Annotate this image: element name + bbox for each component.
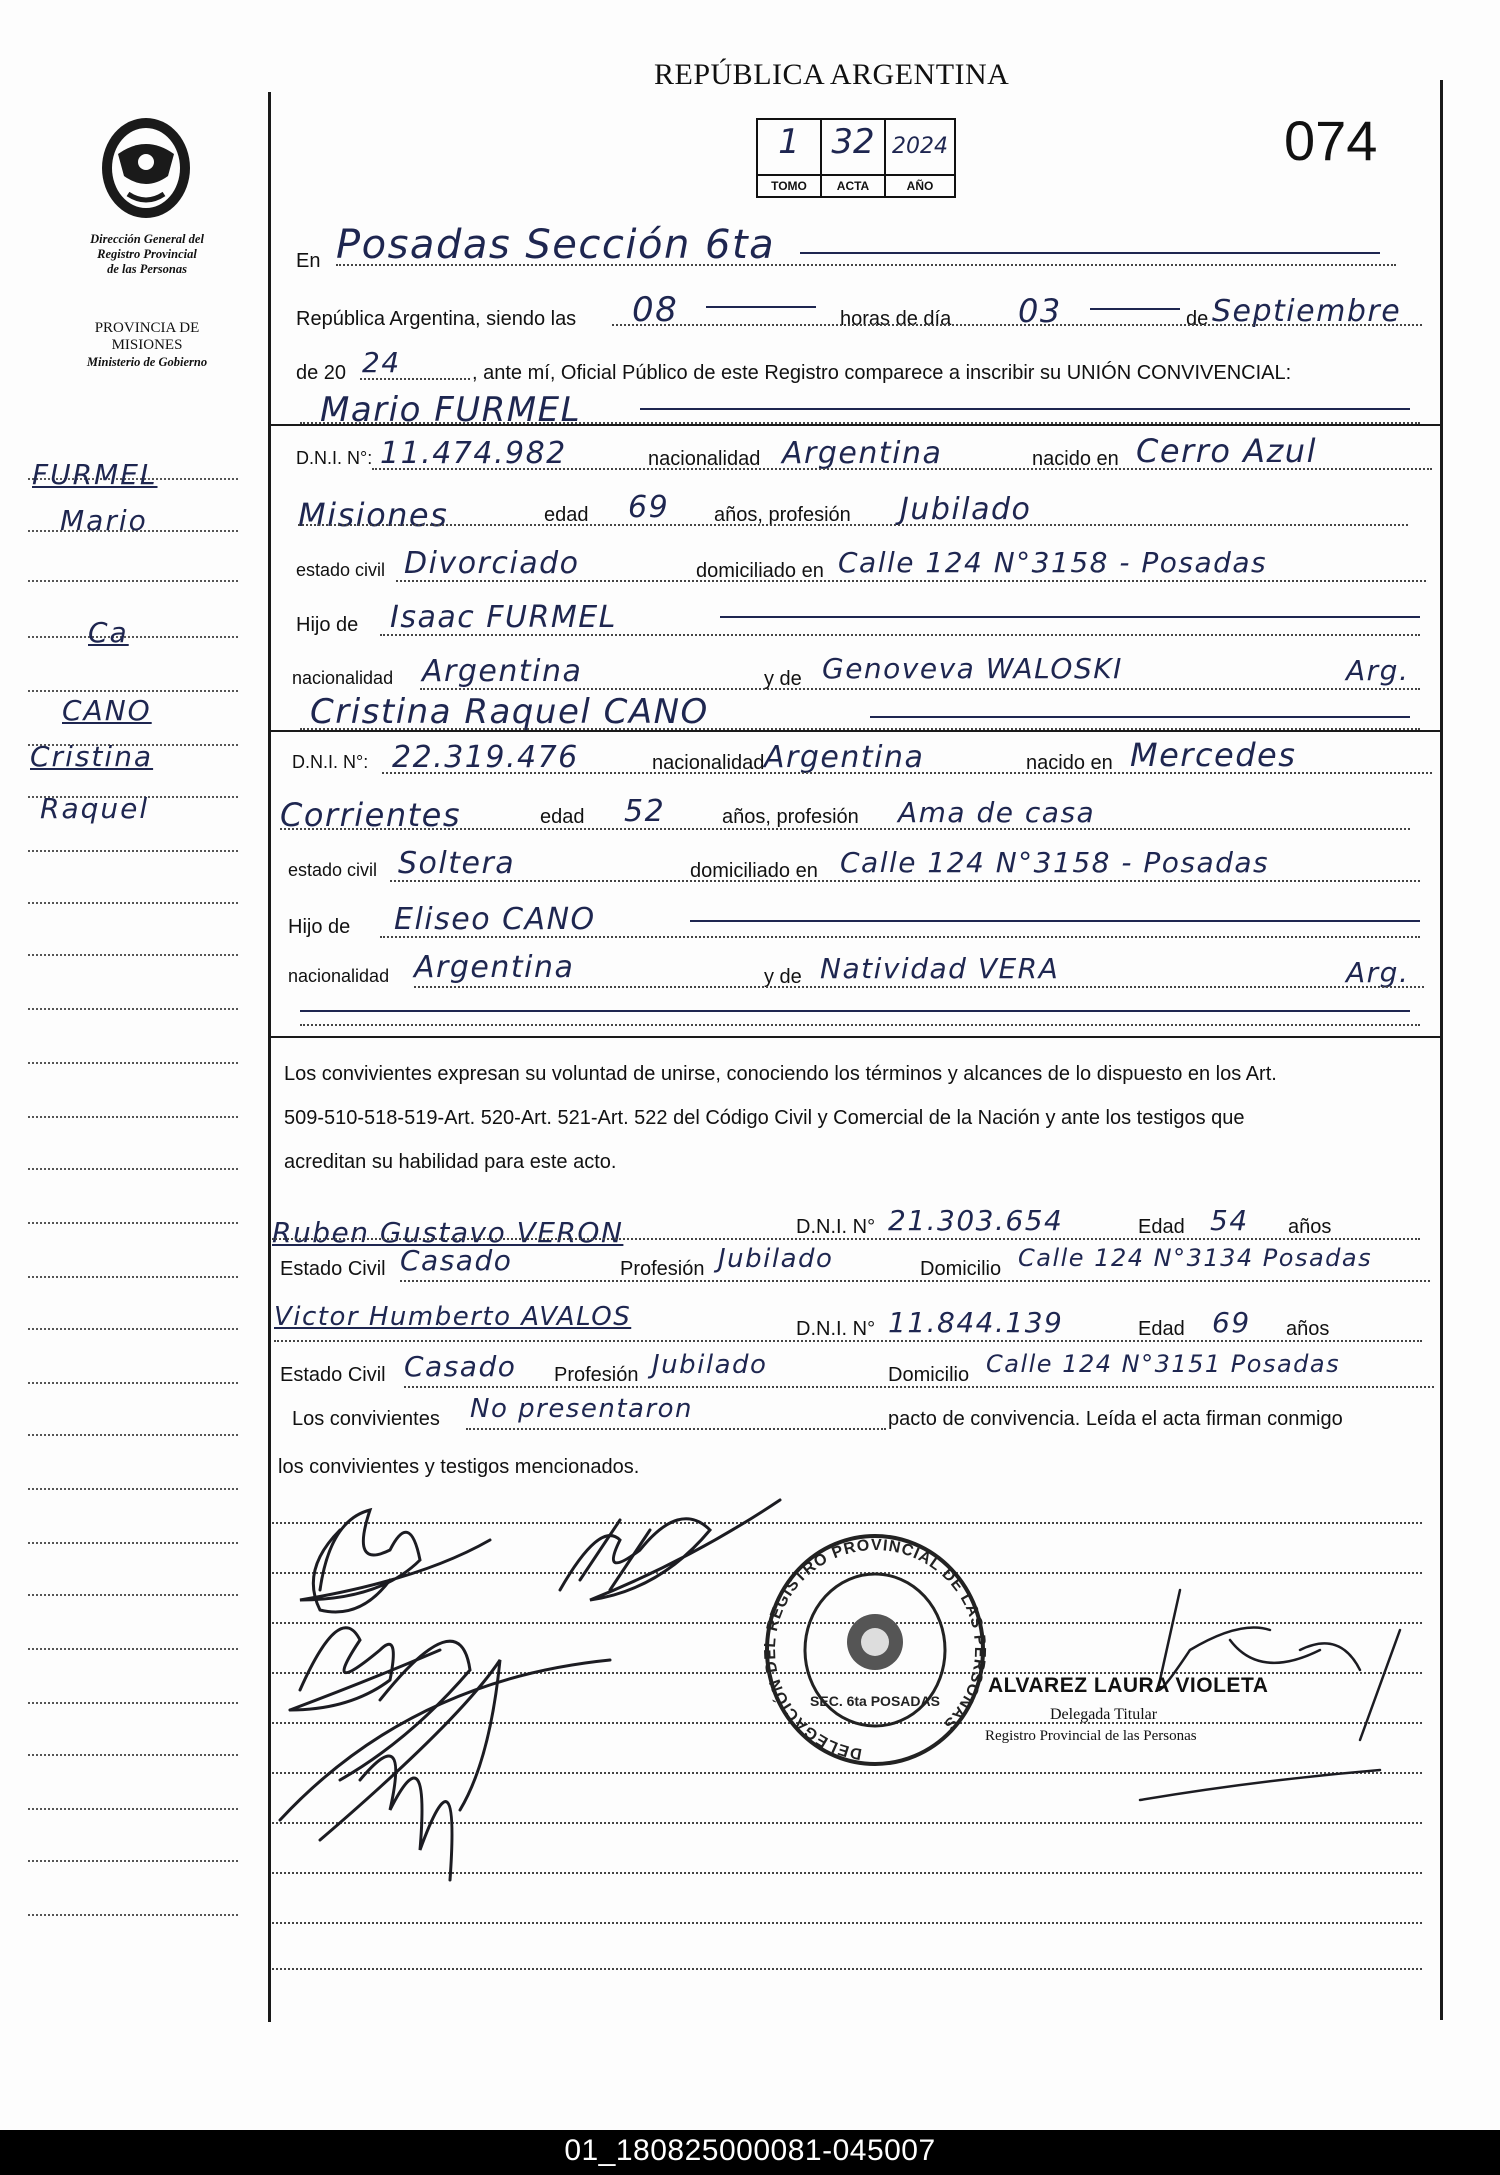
w2-civil-value: Casado — [404, 1350, 517, 1383]
fill-stroke — [870, 716, 1410, 718]
margin-note-surname1: FURMEL — [32, 458, 158, 491]
fill-stroke — [640, 408, 1410, 410]
margin-dotted-row — [28, 900, 238, 904]
p2-prof-value: Ama de casa — [898, 796, 1096, 829]
p1-nac-value: Argentina — [782, 436, 943, 471]
margin-dotted-row — [28, 1486, 238, 1490]
acta-cell — [822, 120, 886, 196]
direccion-line-3: de las Personas — [107, 262, 187, 276]
p2-dom-label: domiciliado en — [690, 860, 818, 882]
p1-civil-label: estado civil — [296, 560, 386, 580]
direccion-line-1: Dirección General del — [90, 232, 204, 246]
margin-dotted-row — [28, 1326, 238, 1330]
p1-yde-label: y de — [764, 668, 802, 690]
margin-dotted-row — [28, 1006, 238, 1010]
p1-hijo-label: Hijo de — [296, 614, 359, 636]
ante-text: , ante mí, Oficial Público de este Registro comparece a inscribir su UNIÓN CONVIVENCIAL: — [472, 362, 1292, 384]
p2-edad-label: edad — [540, 806, 585, 828]
p2-civil-value: Soltera — [398, 846, 516, 881]
fill-stroke — [690, 920, 1420, 922]
officer-org: Registro Provincial de las Personas — [985, 1728, 1197, 1744]
p2-civil-label: estado civil — [288, 860, 378, 880]
right-border — [1440, 80, 1443, 2020]
hora-value: 08 — [632, 290, 679, 330]
anio-label: AÑO — [886, 174, 954, 196]
margin-dotted-row — [28, 688, 238, 692]
p2-padre-nac-value: Argentina — [414, 950, 575, 985]
officer-name: ALVAREZ LAURA VIOLETA — [988, 1674, 1269, 1697]
margin-dotted-row — [28, 952, 238, 956]
acta-value: 32 — [831, 122, 875, 162]
p2-padre-value: Eliseo CANO — [394, 902, 596, 937]
mes-value: Septiembre — [1212, 294, 1402, 329]
tomo-acta-anio-box — [756, 118, 956, 198]
person2-name-dotted-line — [300, 726, 1420, 730]
p1-edad-dotted-line — [298, 522, 1408, 526]
p1-dni-value: 11.474.982 — [380, 436, 567, 471]
acta-label: ACTA — [822, 174, 884, 196]
provincia-line-2: MISIONES — [111, 337, 183, 353]
p2-nacido-value: Mercedes — [1130, 736, 1297, 774]
w1-edad-value: 54 — [1210, 1204, 1249, 1237]
signature-dotted-row — [272, 1966, 1422, 1970]
margin-dotted-row — [28, 1114, 238, 1118]
stamp-inner-text: SEC. 6ta POSADAS — [810, 1693, 940, 1709]
p2-end-dotted-line — [300, 1022, 1420, 1026]
margin-dotted-row — [28, 1274, 238, 1278]
conv-value: No presentaron — [470, 1394, 694, 1424]
w2-dom-label: Domicilio — [888, 1364, 970, 1386]
republica-dotted-line — [612, 322, 1422, 326]
w1-name: Ruben Gustavo VERON — [272, 1216, 624, 1249]
p1-prof-label: años, profesión — [714, 504, 851, 526]
p1-nacido-value: Cerro Azul — [1136, 432, 1317, 470]
margin-dotted-row — [28, 1166, 238, 1170]
declaration-line-3: acreditan su habilidad para este acto. — [284, 1151, 617, 1173]
margin-dotted-row — [28, 1912, 238, 1916]
tomo-value: 1 — [778, 122, 800, 162]
tomo-cell — [758, 120, 822, 196]
conv-label: Los convivientes — [292, 1408, 440, 1430]
ministerio-line: Ministerio de Gobierno — [86, 355, 208, 369]
fill-stroke — [1090, 308, 1180, 310]
p2-prof-label: años, profesión — [722, 806, 859, 828]
w1-prof-label: Profesión — [620, 1258, 705, 1280]
margin-dotted-row — [28, 1752, 238, 1756]
anio-cell — [886, 120, 954, 196]
p1-dom-label: domiciliado en — [696, 560, 824, 582]
p2-hijo-dotted-line — [380, 934, 1420, 938]
anio-value-line: 24 — [362, 346, 401, 379]
margin-dotted-row — [28, 1592, 238, 1596]
margin-dotted-row — [28, 848, 238, 852]
dia-value: 03 — [1018, 292, 1062, 330]
p2-nac2-dotted-line — [414, 984, 1424, 988]
margin-note-ca: Ca — [88, 616, 129, 649]
p1-nac-label: nacionalidad — [648, 448, 761, 470]
provincia-line-1: PROVINCIA DE — [94, 320, 200, 336]
margin-note-name1: Mario — [60, 504, 148, 537]
w1-prof-value: Jubilado — [718, 1244, 834, 1274]
provincia-text — [62, 320, 232, 371]
w2-civil-dotted-line — [404, 1384, 1434, 1388]
margin-dotted-row — [28, 1806, 238, 1810]
declaration-paragraph — [284, 1052, 1434, 1184]
fill-stroke — [300, 1010, 1410, 1012]
p2-madre-nac-value: Arg. — [1346, 956, 1410, 989]
provincial-emblem-icon — [98, 114, 194, 220]
p2-nac2-label: nacionalidad — [288, 966, 390, 986]
p2-dni-value: 22.319.476 — [392, 740, 579, 775]
w1-civil-label: Estado Civil — [280, 1258, 386, 1280]
w1-civil-value: Casado — [400, 1244, 513, 1277]
w2-dom-value: Calle 124 N°3151 Posadas — [986, 1350, 1341, 1378]
p1-nac2-label: nacionalidad — [292, 668, 394, 688]
w2-civil-label: Estado Civil — [280, 1364, 386, 1386]
p1-dni-dotted-line — [372, 466, 1432, 470]
p1-lugar2-value: Misiones — [298, 496, 449, 534]
margin-dotted-row — [28, 1432, 238, 1436]
p2-edad-value: 52 — [624, 794, 666, 829]
p2-lugar2-value: Corrientes — [280, 796, 461, 834]
w2-name: Victor Humberto AVALOS — [274, 1302, 632, 1332]
margin-dotted-row — [28, 1858, 238, 1862]
p1-prof-value: Jubilado — [900, 492, 1032, 527]
margin-dotted-row — [28, 1700, 238, 1704]
p2-dom-value: Calle 124 N°3158 - Posadas — [840, 846, 1270, 879]
w1-dni-label: D.N.I. N° — [796, 1216, 876, 1238]
en-value: Posadas Sección 6ta — [336, 222, 776, 268]
w2-anios-label: años — [1286, 1318, 1330, 1340]
p2-nac-value: Argentina — [764, 740, 925, 775]
fill-stroke — [706, 306, 816, 308]
anio-value: 2024 — [892, 134, 948, 159]
p2-nacido-label: nacido en — [1026, 752, 1113, 774]
p2-dni-dotted-line — [382, 770, 1432, 774]
p1-padre-value: Isaac FURMEL — [390, 600, 617, 635]
w1-dni-value: 21.303.654 — [888, 1204, 1064, 1237]
p1-edad-label: edad — [544, 504, 589, 526]
p2-hijo-label: Hijo de — [288, 916, 351, 938]
w2-prof-label: Profesión — [554, 1364, 639, 1386]
p1-nac2-dotted-line — [420, 686, 1420, 690]
horas-label: horas de día — [840, 308, 952, 330]
p1-madre-nac-value: Arg. — [1346, 654, 1410, 687]
p2-nac-label: nacionalidad — [652, 752, 765, 774]
margin-note-surname2: CANO — [62, 694, 152, 727]
p2-dni-label: D.N.I. N°: — [292, 752, 369, 772]
margin-dotted-row — [28, 1540, 238, 1544]
p1-madre-value: Genoveva WALOSKI — [822, 652, 1123, 685]
p2-edad-dotted-line — [280, 826, 1410, 830]
republica-label: República Argentina, siendo las — [296, 308, 577, 330]
p2-civil-dotted-line — [390, 878, 1420, 882]
conv-dotted-line — [466, 1426, 886, 1430]
w2-name-dotted-line — [274, 1338, 1422, 1342]
anio-dotted-line — [360, 376, 470, 380]
p1-edad-value: 69 — [628, 490, 670, 525]
declaration-line-2: 509-510-518-519-Art. 520-Art. 521-Art. 522 del Código Civil y Comercial de la Nación y ante los testigos que — [284, 1107, 1245, 1129]
divider-declaration — [268, 1036, 1442, 1038]
p2-yde-label: y de — [764, 966, 802, 988]
margin-dotted-row — [28, 578, 238, 582]
de20-label: de 20 — [296, 362, 347, 384]
margin-dotted-row — [28, 1646, 238, 1650]
de-label: de — [1186, 308, 1209, 330]
fill-stroke — [800, 252, 1380, 254]
person1-name-dotted-line — [300, 420, 1420, 424]
signature-dotted-row — [272, 1920, 1422, 1924]
direccion-line-2: Registro Provincial — [97, 247, 197, 261]
w1-civil-dotted-line — [400, 1278, 1430, 1282]
w2-dni-value: 11.844.139 — [888, 1306, 1064, 1339]
en-label: En — [296, 250, 321, 272]
p1-civil-dotted-line — [396, 578, 1426, 582]
w1-dom-value: Calle 124 N°3134 Posadas — [1018, 1244, 1373, 1272]
p1-nacido-label: nacido en — [1032, 448, 1119, 470]
margin-dotted-row — [28, 1220, 238, 1224]
w1-edad-label: Edad — [1138, 1216, 1185, 1238]
tomo-label: TOMO — [758, 174, 820, 196]
act-number: 074 — [1284, 109, 1378, 172]
pacto-text: pacto de convivencia. Leída el acta firman conmigo — [888, 1408, 1343, 1430]
p1-dni-label: D.N.I. N°: — [296, 448, 373, 468]
p2-madre-value: Natividad VERA — [820, 952, 1060, 985]
p1-dom-value: Calle 124 N°3158 - Posadas — [838, 546, 1268, 579]
p1-padre-nac-value: Argentina — [422, 654, 583, 689]
margin-note-name2a: Cristina — [30, 740, 154, 773]
w2-prof-value: Jubilado — [652, 1350, 768, 1380]
declaration-line-1: Los convivientes expresan su voluntad de unirse, conociendo los términos y alcances de lo dispuesto en los Art. — [284, 1063, 1277, 1085]
w2-edad-value: 69 — [1212, 1306, 1251, 1339]
margin-dotted-row — [28, 1380, 238, 1384]
margin-dotted-row — [28, 1060, 238, 1064]
w1-anios-label: años — [1288, 1216, 1332, 1238]
en-dotted-line — [336, 262, 1396, 266]
registry-stamp-seal — [760, 1530, 990, 1770]
person1-name: Mario FURMEL — [320, 390, 582, 430]
p1-civil-value: Divorciado — [404, 546, 580, 581]
stamp-outer-path: DELEGACIÓN DEL REGISTRO PROVINCIAL DE LAS PERSONAS — [761, 1536, 989, 1763]
fill-stroke — [720, 616, 1420, 618]
closing-line-2: los convivientes y testigos mencionados. — [278, 1456, 640, 1478]
w2-edad-label: Edad — [1138, 1318, 1185, 1340]
w1-name-dotted-line — [272, 1236, 1420, 1240]
margin-note-name2b: Raquel — [40, 792, 150, 825]
person2-name: Cristina Raquel CANO — [310, 692, 709, 732]
officer-role: Delegada Titular — [1050, 1706, 1158, 1723]
direccion-general-text — [62, 232, 232, 277]
p1-hijo-dotted-line — [380, 632, 1420, 636]
footer-code: 01_180825000081-045007 — [564, 2134, 936, 2167]
w1-dom-label: Domicilio — [920, 1258, 1002, 1280]
margin-dotted-row — [28, 634, 238, 638]
country-heading: REPÚBLICA ARGENTINA — [654, 58, 1010, 91]
w2-dni-label: D.N.I. N° — [796, 1318, 876, 1340]
